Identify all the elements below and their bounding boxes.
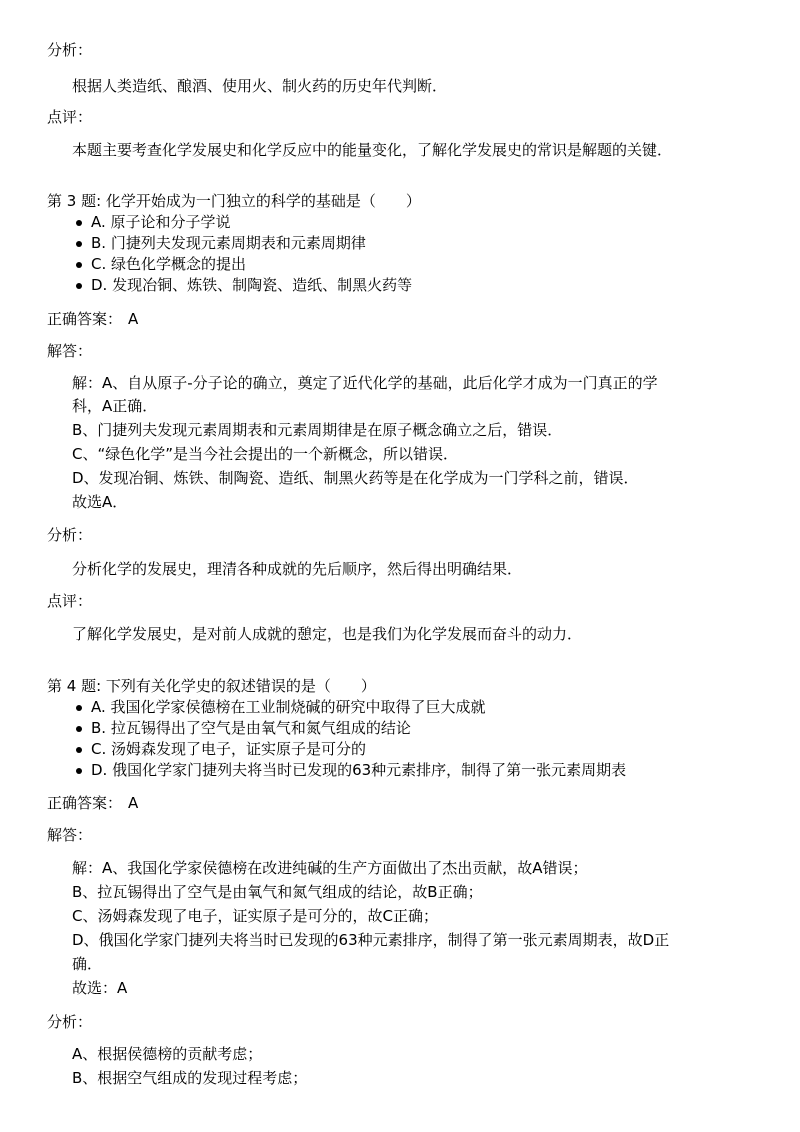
bullet-icon: [76, 747, 82, 753]
answer-value: A: [128, 310, 139, 328]
comment-label: 点评：: [47, 592, 93, 610]
analysis-line: B、根据空气组成的发现过程考虑；: [72, 1069, 308, 1087]
solution-line: B、门捷列夫发现元素周期表和元素周期律是在原子概念确立之后，错误．: [72, 421, 563, 439]
option-item: C. 汤姆森发现了电子，证实原子是可分的: [47, 739, 626, 760]
solution-line: 解：A、我国化学家侯德榜在改进纯碱的生产方面做出了杰出贡献，故A错误；: [72, 859, 588, 877]
answer-row: [47, 308, 138, 330]
solution-line: 故选：A: [72, 979, 128, 997]
option-item: B. 拉瓦锡得出了空气是由氧气和氮气组成的结论: [47, 718, 626, 739]
option-item: C. 绿色化学概念的提出: [47, 254, 412, 275]
solution-line: C、汤姆森发现了电子，证实原子是可分的，故C正确；: [72, 907, 438, 925]
solution-label: 解答：: [47, 342, 93, 360]
analysis-label: 分析：: [47, 1013, 93, 1031]
option-item: A. 原子论和分子学说: [47, 212, 412, 233]
question-4-title: 第 4 题: 下列有关化学史的叙述错误的是（ ）: [47, 677, 376, 695]
answer-label: 正确答案：: [47, 794, 123, 812]
analysis-text: 分析化学的发展史，理清各种成就的先后顺序，然后得出明确结果．: [72, 560, 523, 578]
answer-value: A: [128, 794, 139, 812]
question-3-options: [47, 212, 412, 296]
option-item: D. 发现冶铜、炼铁、制陶瓷、造纸、制黑火药等: [47, 275, 412, 296]
option-item: D. 俄国化学家门捷列夫将当时已发现的63种元素排序，制得了第一张元素周期表: [47, 760, 626, 781]
question-3-title: 第 3 题: 化学开始成为一门独立的科学的基础是（ ）: [47, 192, 421, 210]
bullet-icon: [76, 220, 82, 226]
comment-text: 了解化学发展史，是对前人成就的憩定，也是我们为化学发展而奋斗的动力．: [72, 625, 583, 643]
bullet-icon: [76, 241, 82, 247]
solution-line: 故选A．: [72, 493, 128, 511]
analysis-label: 分析：: [47, 526, 93, 544]
bullet-icon: [76, 705, 82, 711]
bullet-icon: [76, 262, 82, 268]
solution-line: 解：A、自从原子-分子论的确立，奠定了近代化学的基础，此后化学才成为一门真正的学: [72, 374, 658, 392]
bullet-icon: [76, 768, 82, 774]
solution-line: 科，A正确．: [72, 397, 158, 415]
solution-line: B、拉瓦锡得出了空气是由氧气和氮气组成的结论，故B正确；: [72, 883, 483, 901]
bullet-icon: [76, 726, 82, 732]
question-4-options: [47, 697, 626, 781]
solution-line: C、“绿色化学”是当今社会提出的一个新概念，所以错误．: [72, 445, 459, 463]
comment-label: 点评：: [47, 108, 93, 126]
answer-row: [47, 792, 138, 814]
bullet-icon: [76, 283, 82, 289]
analysis-text: 根据人类造纸、酿酒、使用火、制火药的历史年代判断．: [72, 77, 448, 95]
solution-line: D、发现冶铜、炼铁、制陶瓷、造纸、制黑火药等是在化学成为一门学科之前，错误．: [72, 469, 639, 487]
solution-label: 解答：: [47, 826, 93, 844]
option-item: A. 我国化学家侯德榜在工业制烧碱的研究中取得了巨大成就: [47, 697, 626, 718]
answer-label: 正确答案：: [47, 310, 123, 328]
option-item: B. 门捷列夫发现元素周期表和元素周期律: [47, 233, 412, 254]
solution-line: D、俄国化学家门捷列夫将当时已发现的63种元素排序，制得了第一张元素周期表，故D正: [72, 931, 670, 949]
solution-line: 确．: [72, 955, 103, 973]
analysis-line: A、根据侯德榜的贡献考虑；: [72, 1045, 263, 1063]
analysis-label: 分析：: [47, 41, 93, 59]
comment-text: 本题主要考查化学发展史和化学反应中的能量变化，了解化学发展史的常识是解题的关键．: [72, 141, 673, 159]
